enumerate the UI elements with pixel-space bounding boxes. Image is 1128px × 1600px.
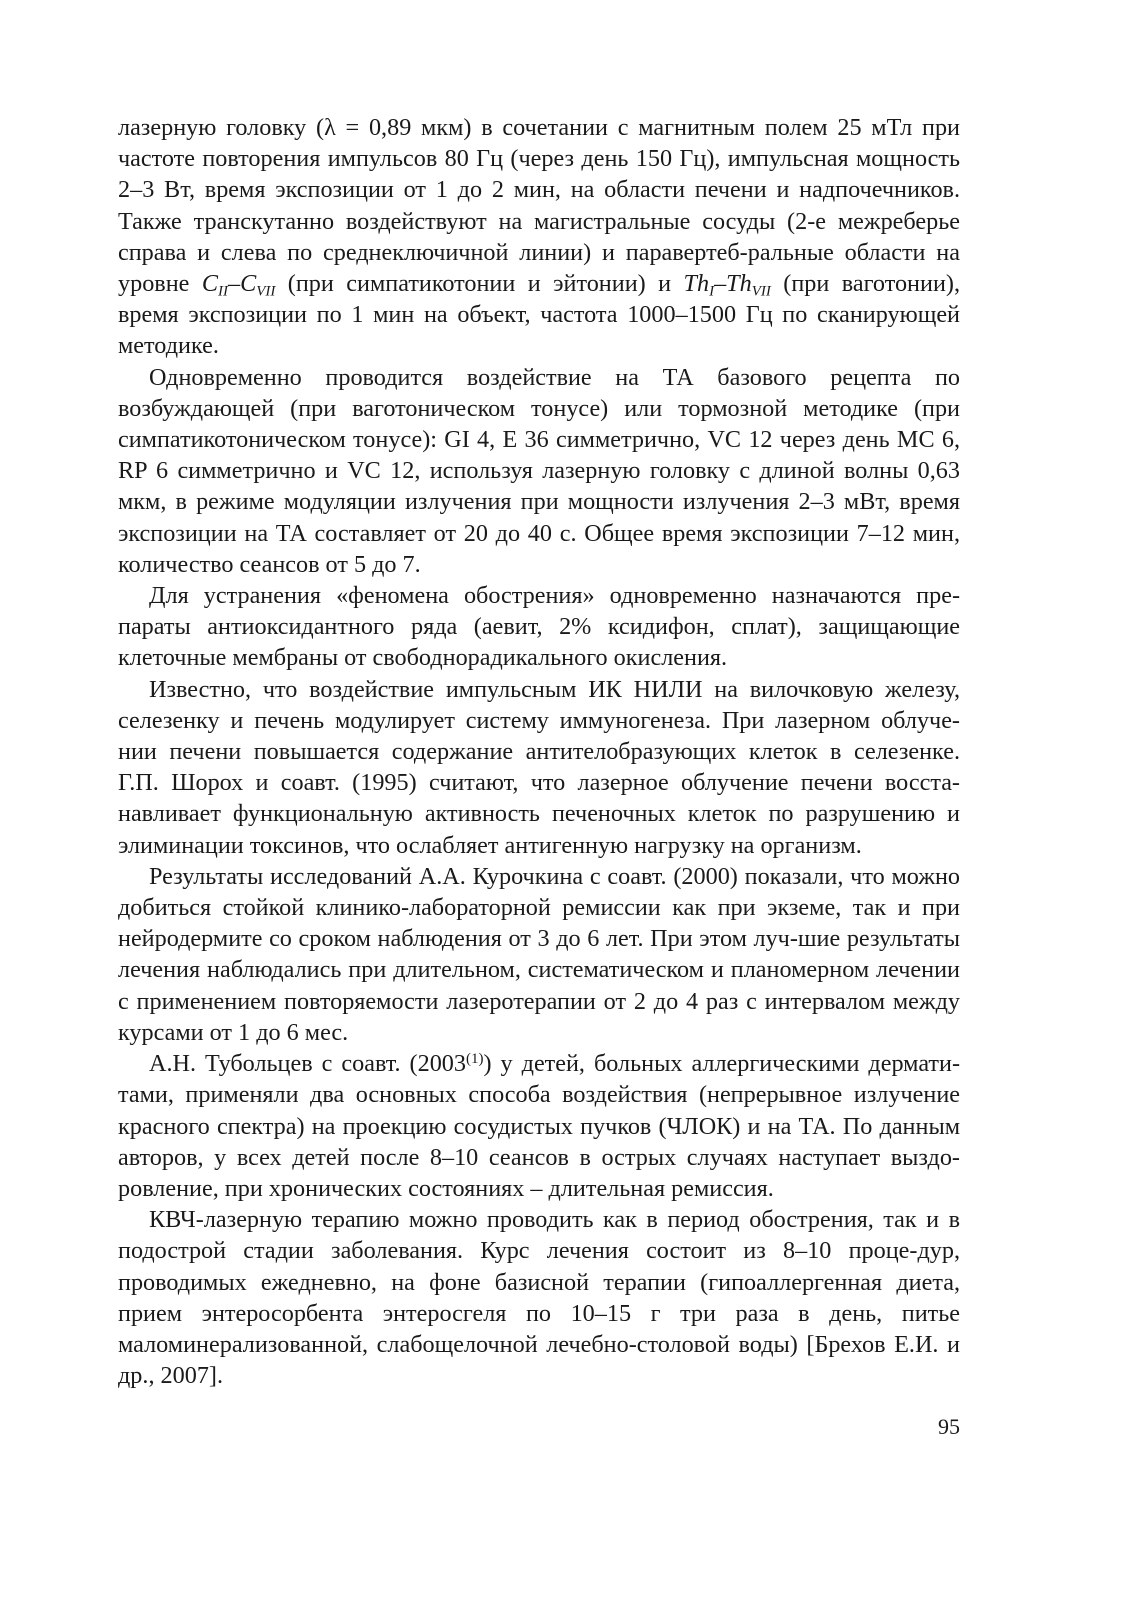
formula-th-base-2: Th [726,270,752,298]
body-text [118,112,960,1391]
paragraph-4: Известно, что воздействие импульсным ИК НИЛИ на вилочковую железу, селезенку и печень модулирует систему иммуногенеза. При лазерном облуче-нии печени повышается содержание антителобразующих клеток в селезенке. Г.П. Шорох и соавт. (1995) считают, что лазерное облучение печени восста-навливает функциональную активность печеночных клеток по разрушению и элиминации токсинов, что ослабляет антигенную нагрузку на организм. [118,675,960,859]
formula-th-sub-from: I [709,283,715,300]
paragraph-1-part-b: (при симпатикотонии и эйтонии) и [275,270,684,298]
paragraph-7: КВЧ-лазерную терапию можно проводить как в период обострения, так и в подострой стадии заболевания. Курс лечения состоит из 8–10 проце-дур, проводимых ежедневно, на фоне базисной терапии (гипоаллергенная диета, прием энтеросорбента энтеросгеля по 10–15 г три раза в день, питье маломинерализованной, слабощелочной лечебно-столовой воды) [Брехов Е.И. и др., 2007]. [118,1206,960,1390]
paragraph-6-part-a: А.Н. Тубольцев с соавт. (2003 [149,1050,466,1078]
paragraph-3: Для устранения «феномена обострения» одновременно назначаются пре-параты антиоксидантного ряда (аевит, 2% ксидифон, сплат), защищающие клеточные мембраны от свободнорадикального окисления. [118,582,960,672]
citation-superscript: (1) [466,1050,484,1067]
formula-c-range [201,270,276,300]
formula-th-range [683,270,771,300]
formula-th-sub-to: VII [751,283,771,300]
page-number: 95 [938,1414,960,1439]
formula-th-dash: – [714,270,727,298]
paragraph-1-part-c: (при ваготонии), время экспозиции по 1 мин на объект, частота 1000–1500 Гц по сканирующей методике. [118,270,960,360]
paragraph-6-part-b: ) у детей, больных аллергическими дермати-тами, применяли два основных способа воздействия (непрерывное излучение красного спектра) на проекцию сосудистых пучков (ЧЛОК) и на ТА. По данным авторов, у всех детей после 8–10 сеансов в острых случаях наступает выздо-ровление, при хронических состояниях – длительная ремиссия. [118,1050,960,1202]
formula-c-sub-to: VII [256,283,276,300]
formula-c-base-2: C [240,270,257,298]
paragraph-6 [118,1048,960,1204]
paragraph-1 [118,112,960,362]
paragraph-1-part-a: лазерную головку (λ = 0,89 мкм) в сочетании с магнитным полем 25 мТл при частоте повторения импульсов 80 Гц (через день 150 Гц), импульсная мощность 2–3 Вт, время экспозиции от 1 до 2 мин, на области печени и надпочечников. Также транскутанно воздействуют на магистральные сосуды (2-е межреберье справа и слева по среднеключичной линии) и паравертеб-ральные области на уровне [118,114,960,298]
paragraph-5: Результаты исследований А.А. Курочкина с соавт. (2000) показали, что можно добиться стойкой клинико-лабораторной ремиссии как при экземе, так и при нейродермите со сроком наблюдения от 3 до 6 лет. При этом луч-шие результаты лечения наблюдались при длительном, систематическом и планомерном лечении с применением повторяемости лазеротерапии от 2 до 4 раз с интервалом между курсами от 1 до 6 мес. [118,862,960,1046]
formula-th-base: Th [683,270,710,298]
paragraph-2: Одновременно проводится воздействие на ТА базового рецепта по возбуждающей (при ваготоническом тонусе) или тормозной методике (при симпатикотоническом тонусе): GI 4, E 36 симметрично, VC 12 через день MC 6, RP 6 симметрично и VC 12, используя лазерную головку с длиной волны 0,63 мкм, в режиме модуляции излучения при мощности излучения 2–3 мВт, время экспозиции на ТА составляет от 20 до 40 с. Общее время экспозиции 7–12 мин, количество сеансов от 5 до 7. [118,363,960,578]
formula-c-dash: – [227,270,241,298]
formula-c-sub-from: II [217,283,228,300]
formula-c-base: C [201,270,218,298]
